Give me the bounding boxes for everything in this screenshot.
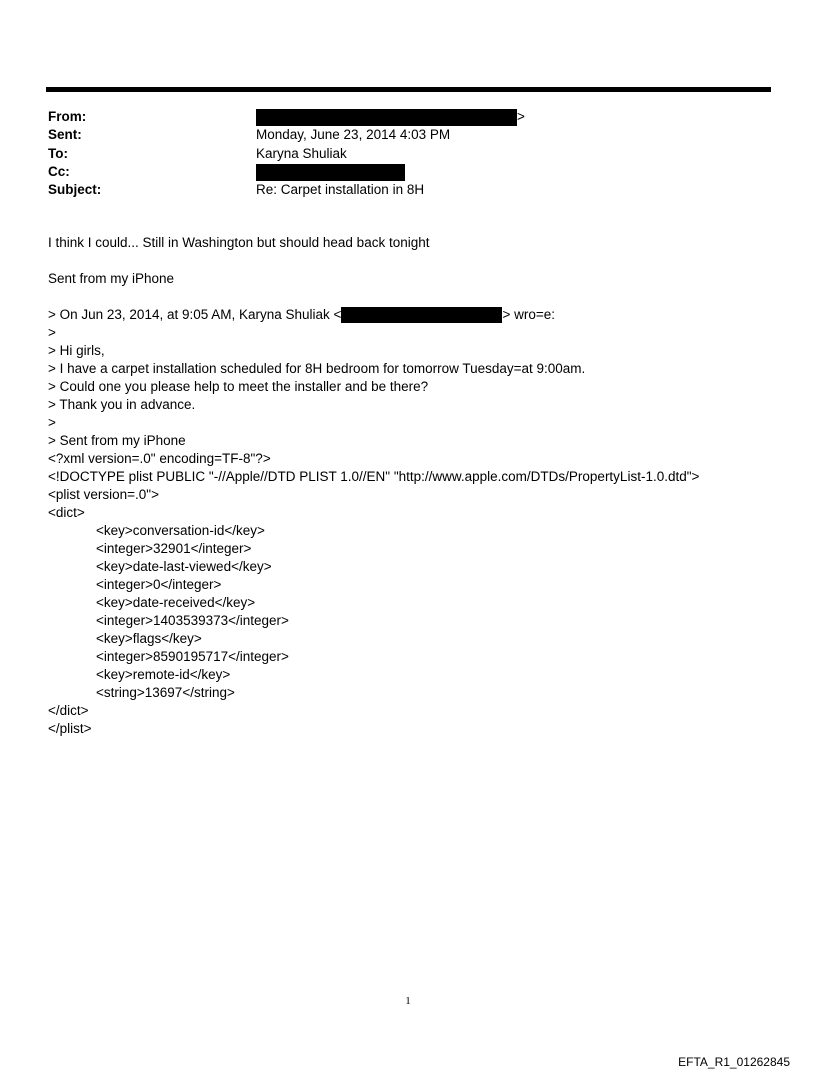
quoted-line: > (48, 415, 56, 430)
xml-dict-line: <integer>32901</integer> (96, 541, 252, 556)
quoted-line: > Thank you in advance. (48, 397, 196, 412)
email-header (48, 108, 748, 199)
xml-dict-line: <string>13697</string> (96, 685, 235, 700)
cc-row (48, 163, 748, 181)
xml-end-line: </dict> (48, 703, 89, 718)
sent-row (48, 126, 748, 144)
page-number: 1 (405, 995, 411, 1007)
from-redaction (256, 109, 517, 126)
xml-line: <dict> (48, 505, 85, 520)
xml-dict-line: <key>date-received</key> (96, 595, 256, 610)
subject-value: Re: Carpet installation in 8H (256, 182, 425, 198)
xml-dict-line: <integer>1403539373</integer> (96, 613, 289, 628)
quoted-line: > I have a carpet installation scheduled for 8H bedroom for tomorrow Tuesday=at 9:00am. (48, 361, 586, 376)
email-body (48, 234, 788, 738)
xml-line: <plist version=.0"> (48, 487, 159, 502)
reply-text: I think I could... Still in Washington but should head back tonight (48, 235, 430, 250)
sent-value: Monday, June 23, 2014 4:03 PM (256, 127, 451, 143)
header-rule (46, 87, 771, 92)
quote-suffix: > wro=e: (502, 307, 555, 322)
cc-value (256, 163, 405, 181)
to-row (48, 145, 748, 163)
cc-label: Cc: (48, 163, 70, 179)
quoted-line: > (48, 325, 56, 340)
to-label: To: (48, 145, 68, 161)
quoted-line: > Sent from my iPhone (48, 433, 186, 448)
xml-line: <!DOCTYPE plist PUBLIC "-//Apple//DTD PLIST 1.0//EN" "http://www.apple.com/DTDs/PropertyList-1.0.dtd"> (48, 469, 700, 484)
xml-dict-line: <key>remote-id</key> (96, 667, 231, 682)
xml-dict-line: <key>flags</key> (96, 631, 202, 646)
xml-end-line: </plist> (48, 721, 92, 736)
xml-dict-line: <integer>8590195717</integer> (96, 649, 289, 664)
from-row (48, 108, 748, 126)
xml-line: <?xml version=.0" encoding=TF-8"?> (48, 451, 271, 466)
quoted-line: > Hi girls, (48, 343, 105, 358)
sent-label: Sent: (48, 127, 82, 143)
xml-dict-line: <integer>0</integer> (96, 577, 222, 592)
subject-row (48, 181, 748, 199)
cc-redaction (256, 164, 405, 181)
from-label: From: (48, 109, 87, 124)
quote-attribution (48, 306, 788, 324)
quote-email-redaction (341, 307, 502, 323)
xml-dict-line: <key>conversation-id</key> (96, 523, 265, 538)
quote-prefix: > On Jun 23, 2014, at 9:05 AM, Karyna Shuliak < (48, 307, 342, 322)
to-value: Karyna Shuliak (256, 145, 347, 161)
from-suffix: > (517, 109, 525, 124)
from-value (256, 108, 525, 126)
xml-dict-line: <key>date-last-viewed</key> (96, 559, 272, 574)
quoted-line: > Could one you please help to meet the installer and be there? (48, 379, 429, 394)
signature: Sent from my iPhone (48, 271, 175, 286)
document-id: EFTA_R1_01262845 (678, 1055, 790, 1069)
subject-label: Subject: (48, 182, 102, 198)
